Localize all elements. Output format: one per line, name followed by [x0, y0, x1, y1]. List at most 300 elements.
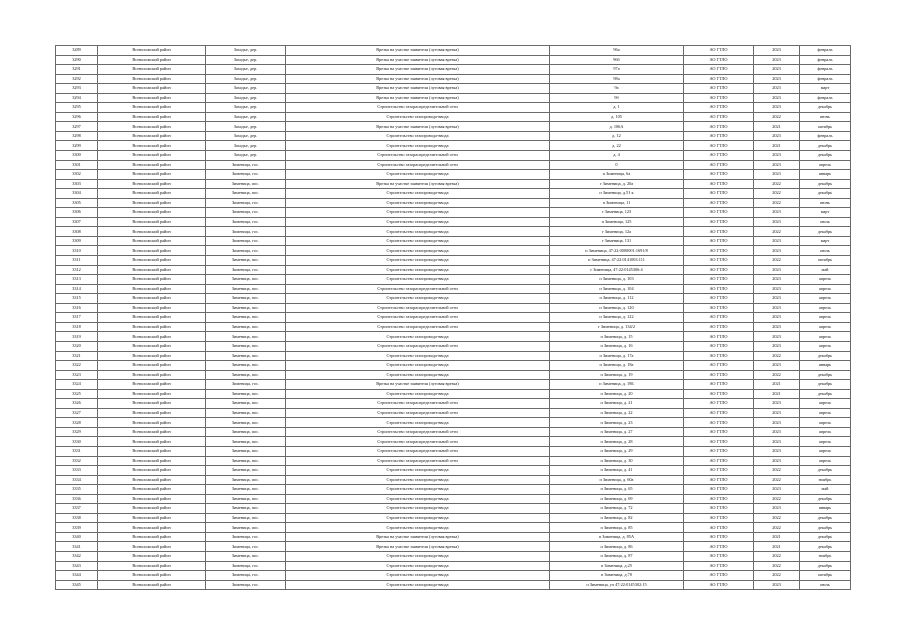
year-cell: 2023	[754, 275, 800, 285]
month-cell: март	[800, 208, 851, 218]
work-type-cell: Строительство газораспределительной сети	[286, 322, 550, 332]
address-cell: п Зименица, 47:22:0141003:111	[550, 256, 684, 266]
year-cell: 2022	[754, 351, 800, 361]
locality-cell: Зименица, гос.	[206, 561, 286, 571]
year-cell: 2023	[754, 151, 800, 161]
year-cell: 2023	[754, 131, 800, 141]
month-cell: декабрь	[800, 351, 851, 361]
month-cell: декабрь	[800, 103, 851, 113]
table-row	[56, 170, 851, 180]
month-cell: апрель	[800, 313, 851, 323]
district-cell: Всеволожский район	[98, 160, 206, 170]
organization-cell: АО ГТЛО	[684, 303, 754, 313]
locality-cell: Зименица, пос.	[206, 485, 286, 495]
locality-cell: Зименица, пос.	[206, 408, 286, 418]
work-type-cell: Строительство газопровода-ввода	[286, 256, 550, 266]
address-cell: 97а	[550, 65, 684, 75]
address-cell: п Зименица, д. 122	[550, 313, 684, 323]
year-cell: 2022	[754, 513, 800, 523]
year-cell: 2021	[754, 141, 800, 151]
month-cell: апрель	[800, 160, 851, 170]
year-cell: 2023	[754, 456, 800, 466]
address-cell: г Зименица, д. 20а	[550, 179, 684, 189]
work-type-cell: Строительство газопровода-ввода	[286, 265, 550, 275]
table-row	[56, 466, 851, 476]
locality-cell: Зименица, пос.	[206, 303, 286, 313]
year-cell: 2022	[754, 551, 800, 561]
month-cell: апрель	[800, 418, 851, 428]
row-number-cell: 3306	[56, 208, 98, 218]
row-number-cell: 3289	[56, 46, 98, 56]
table-row	[56, 361, 851, 371]
month-cell: декабрь	[800, 523, 851, 533]
row-number-cell: 3305	[56, 198, 98, 208]
table-row	[56, 313, 851, 323]
address-cell: п Зименица, д. 20	[550, 389, 684, 399]
address-cell: п Зименица, д. 16	[550, 341, 684, 351]
row-number-cell: 3344	[56, 571, 98, 581]
organization-cell: АО ГТЛО	[684, 198, 754, 208]
table-row	[56, 265, 851, 275]
table-row	[56, 74, 851, 84]
year-cell: 2022	[754, 179, 800, 189]
locality-cell: Зименица, пос.	[206, 361, 286, 371]
table-row	[56, 427, 851, 437]
month-cell: декабрь	[800, 227, 851, 237]
district-cell: Всеволожский район	[98, 284, 206, 294]
organization-cell: АО ГТЛО	[684, 561, 754, 571]
year-cell: 2023	[754, 418, 800, 428]
address-cell: 96б	[550, 55, 684, 65]
organization-cell: АО ГТЛО	[684, 65, 754, 75]
year-cell: 2023	[754, 93, 800, 103]
locality-cell: Зименица, пос.	[206, 341, 286, 351]
address-cell: п Зименица, д. 65	[550, 485, 684, 495]
table-row	[56, 246, 851, 256]
district-cell: Всеволожский район	[98, 246, 206, 256]
month-cell: декабрь	[800, 542, 851, 552]
table-row	[56, 504, 851, 514]
month-cell: декабрь	[800, 141, 851, 151]
address-cell: п Зименица, д.70	[550, 571, 684, 581]
address-cell: п Зименица, д. 21	[550, 399, 684, 409]
address-cell: 96а	[550, 46, 684, 56]
row-number-cell: 3295	[56, 103, 98, 113]
locality-cell: Зименица, гос.	[206, 198, 286, 208]
address-cell: г Зименица, 123	[550, 208, 684, 218]
address-cell: п Зименица, д. 86	[550, 542, 684, 552]
district-cell: Всеволожский район	[98, 179, 206, 189]
year-cell: 2023	[754, 84, 800, 94]
year-cell: 2021	[754, 532, 800, 542]
district-cell: Всеволожский район	[98, 580, 206, 590]
work-type-cell: Строительство газораспределительной сети	[286, 399, 550, 409]
address-cell: п Зименица, д. 60а	[550, 475, 684, 485]
table-row	[56, 227, 851, 237]
month-cell: декабрь	[800, 370, 851, 380]
district-cell: Всеволожский район	[98, 275, 206, 285]
work-type-cell: Врезка на участке заявителя (луговая врезка)	[286, 179, 550, 189]
month-cell: май	[800, 265, 851, 275]
month-cell: апрель	[800, 303, 851, 313]
table-row	[56, 370, 851, 380]
month-cell: декабрь	[800, 179, 851, 189]
locality-cell: Заходье, дер.	[206, 84, 286, 94]
district-cell: Всеволожский район	[98, 380, 206, 390]
year-cell: 2023	[754, 341, 800, 351]
locality-cell: Зименица, пос.	[206, 523, 286, 533]
year-cell: 2023	[754, 313, 800, 323]
month-cell: апрель	[800, 294, 851, 304]
organization-cell: АО ГТЛО	[684, 475, 754, 485]
district-cell: Всеволожский район	[98, 504, 206, 514]
row-number-cell: 3341	[56, 542, 98, 552]
row-number-cell: 3343	[56, 561, 98, 571]
work-type-cell: Строительство газораспределительной сети	[286, 427, 550, 437]
district-cell: Всеволожский район	[98, 427, 206, 437]
address-cell: п Зименица, д. 85А	[550, 532, 684, 542]
year-cell: 2022	[754, 523, 800, 533]
district-cell: Всеволожский район	[98, 551, 206, 561]
year-cell: 2023	[754, 504, 800, 514]
month-cell: апрель	[800, 341, 851, 351]
work-type-cell: Строительство газопровода-ввода	[286, 418, 550, 428]
row-number-cell: 3313	[56, 275, 98, 285]
district-cell: Всеволожский район	[98, 446, 206, 456]
work-type-cell: Врезка на участке заявителя (луговая врезка)	[286, 65, 550, 75]
district-cell: Всеволожский район	[98, 103, 206, 113]
month-cell: апрель	[800, 427, 851, 437]
row-number-cell: 3308	[56, 227, 98, 237]
address-cell: п Зименица, д. 112	[550, 294, 684, 304]
organization-cell: АО ГТЛО	[684, 523, 754, 533]
month-cell: март	[800, 84, 851, 94]
year-cell: 2023	[754, 580, 800, 590]
district-cell: Всеволожский район	[98, 475, 206, 485]
address-cell: д. 12	[550, 131, 684, 141]
year-cell: 2022	[754, 561, 800, 571]
district-cell: Всеволожский район	[98, 112, 206, 122]
organization-cell: АО ГТЛО	[684, 84, 754, 94]
work-type-cell: Врезка на участке заявителя (луговая врезка)	[286, 532, 550, 542]
month-cell: июнь	[800, 112, 851, 122]
row-number-cell: 3335	[56, 485, 98, 495]
locality-cell: Зименица, гос.	[206, 236, 286, 246]
month-cell: февраль	[800, 131, 851, 141]
work-type-cell: Строительство газопровода-ввода	[286, 485, 550, 495]
work-type-cell: Строительство газопровода-ввода	[286, 361, 550, 371]
address-cell: 98а	[550, 74, 684, 84]
organization-cell: АО ГТЛО	[684, 151, 754, 161]
locality-cell: Заходье, дер.	[206, 122, 286, 132]
month-cell: июнь	[800, 198, 851, 208]
table-row	[56, 322, 851, 332]
address-cell: п Зименица, 125	[550, 217, 684, 227]
work-type-cell: Строительство газопровода-ввода	[286, 170, 550, 180]
table-row	[56, 275, 851, 285]
work-type-cell: Строительство газораспределительной сети	[286, 284, 550, 294]
organization-cell: АО ГТЛО	[684, 227, 754, 237]
district-cell: Всеволожский район	[98, 74, 206, 84]
year-cell: 2023	[754, 208, 800, 218]
row-number-cell: 3316	[56, 303, 98, 313]
organization-cell: АО ГТЛО	[684, 74, 754, 84]
address-cell: п Зименица, д. 82	[550, 513, 684, 523]
month-cell: декабрь	[800, 532, 851, 542]
organization-cell: АО ГТЛО	[684, 265, 754, 275]
district-cell: Всеволожский район	[98, 131, 206, 141]
district-cell: Всеволожский район	[98, 189, 206, 199]
year-cell: 2022	[754, 227, 800, 237]
district-cell: Всеволожский район	[98, 84, 206, 94]
locality-cell: Зименица, гос.	[206, 160, 286, 170]
district-cell: Всеволожский район	[98, 198, 206, 208]
year-cell: 2022	[754, 571, 800, 581]
row-number-cell: 3322	[56, 361, 98, 371]
organization-cell: АО ГТЛО	[684, 93, 754, 103]
district-cell: Всеволожский район	[98, 399, 206, 409]
year-cell: 2021	[754, 380, 800, 390]
district-cell: Всеволожский район	[98, 313, 206, 323]
address-cell: п Зименица, уч 47:22:0145302:15	[550, 580, 684, 590]
row-number-cell: 3320	[56, 341, 98, 351]
locality-cell: Зименица, пос.	[206, 466, 286, 476]
work-type-cell: Строительство газопровода-ввода	[286, 217, 550, 227]
month-cell: январь	[800, 361, 851, 371]
work-type-cell: Строительство газораспределительной сети	[286, 151, 550, 161]
work-type-cell: Строительство газопровода-ввода	[286, 227, 550, 237]
address-cell: п Зименица, д. 17а	[550, 351, 684, 361]
year-cell: 2023	[754, 217, 800, 227]
table-row	[56, 189, 851, 199]
locality-cell: Зименица, пос.	[206, 389, 286, 399]
month-cell: январь	[800, 170, 851, 180]
row-number-cell: 3330	[56, 437, 98, 447]
address-cell: п Зименица, д. 19Б	[550, 380, 684, 390]
row-number-cell: 3299	[56, 141, 98, 151]
work-type-cell: Строительство газопровода-ввода	[286, 189, 550, 199]
month-cell: апрель	[800, 399, 851, 409]
month-cell: апрель	[800, 332, 851, 342]
locality-cell: Зименица, пос.	[206, 322, 286, 332]
row-number-cell: 3329	[56, 427, 98, 437]
row-number-cell: 3321	[56, 351, 98, 361]
district-cell: Всеволожский район	[98, 236, 206, 246]
address-cell: г Зименица, 12а	[550, 227, 684, 237]
year-cell: 2021	[754, 542, 800, 552]
address-cell: п Зименица, д. 104	[550, 284, 684, 294]
locality-cell: Зименица, пос.	[206, 494, 286, 504]
organization-cell: АО ГТЛО	[684, 408, 754, 418]
locality-cell: Заходье, дер.	[206, 74, 286, 84]
spreadsheet-page	[55, 45, 850, 590]
locality-cell: Заходье, дер.	[206, 112, 286, 122]
organization-cell: АО ГТЛО	[684, 160, 754, 170]
locality-cell: Зименица, пос.	[206, 513, 286, 523]
table-row	[56, 179, 851, 189]
organization-cell: АО ГТЛО	[684, 446, 754, 456]
locality-cell: Зименица, пос.	[206, 446, 286, 456]
row-number-cell: 3324	[56, 380, 98, 390]
table-row	[56, 580, 851, 590]
work-type-cell: Строительство газопровода-ввода	[286, 580, 550, 590]
organization-cell: АО ГТЛО	[684, 380, 754, 390]
data-table	[55, 45, 851, 590]
table-row	[56, 303, 851, 313]
table-row	[56, 523, 851, 533]
row-number-cell: 3309	[56, 236, 98, 246]
year-cell: 2021	[754, 122, 800, 132]
address-cell: п Зименица, д. 22	[550, 408, 684, 418]
locality-cell: Зименица, гос.	[206, 208, 286, 218]
month-cell: апрель	[800, 446, 851, 456]
locality-cell: Заходье, дер.	[206, 141, 286, 151]
work-type-cell: Строительство газораспределительной сети	[286, 103, 550, 113]
table-row	[56, 418, 851, 428]
address-cell: г Зименица, 47:22:0145306:4	[550, 265, 684, 275]
work-type-cell: Строительство газопровода-ввода	[286, 351, 550, 361]
work-type-cell: Строительство газопровода-ввода	[286, 275, 550, 285]
district-cell: Всеволожский район	[98, 418, 206, 428]
organization-cell: АО ГТЛО	[684, 361, 754, 371]
work-type-cell: Строительство газопровода-ввода	[286, 141, 550, 151]
month-cell: апрель	[800, 275, 851, 285]
work-type-cell: Строительство газопровода-ввода	[286, 504, 550, 514]
work-type-cell: Врезка на участке заявителя (луговая врезка)	[286, 380, 550, 390]
year-cell: 2023	[754, 485, 800, 495]
year-cell: 2022	[754, 256, 800, 266]
organization-cell: АО ГТЛО	[684, 103, 754, 113]
organization-cell: АО ГТЛО	[684, 294, 754, 304]
organization-cell: АО ГТЛО	[684, 427, 754, 437]
month-cell: апрель	[800, 456, 851, 466]
address-cell: п Зименица, д. 29	[550, 446, 684, 456]
table-row	[56, 341, 851, 351]
table-row	[56, 236, 851, 246]
locality-cell: Зименица, пос.	[206, 437, 286, 447]
table-row	[56, 551, 851, 561]
table-row	[56, 93, 851, 103]
locality-cell: Зименица, пос.	[206, 313, 286, 323]
table-row	[56, 561, 851, 571]
table-row	[56, 485, 851, 495]
organization-cell: АО ГТЛО	[684, 332, 754, 342]
address-cell: д. 105	[550, 112, 684, 122]
month-cell: февраль	[800, 65, 851, 75]
address-cell: 9а	[550, 84, 684, 94]
locality-cell: Зименица, пос.	[206, 551, 286, 561]
table-row	[56, 294, 851, 304]
address-cell: 0	[550, 160, 684, 170]
month-cell: декабрь	[800, 389, 851, 399]
month-cell: апрель	[800, 408, 851, 418]
address-cell: п Зименица, д. 23	[550, 418, 684, 428]
row-number-cell: 3310	[56, 246, 98, 256]
work-type-cell: Строительство газопровода-ввода	[286, 198, 550, 208]
district-cell: Всеволожский район	[98, 341, 206, 351]
district-cell: Всеволожский район	[98, 170, 206, 180]
work-type-cell: Строительство газораспределительной сети	[286, 456, 550, 466]
locality-cell: Зименица, гос.	[206, 580, 286, 590]
table-row	[56, 141, 851, 151]
district-cell: Всеволожский район	[98, 408, 206, 418]
organization-cell: АО ГТЛО	[684, 485, 754, 495]
month-cell: март	[800, 236, 851, 246]
district-cell: Всеволожский район	[98, 141, 206, 151]
locality-cell: Зименица, гос.	[206, 571, 286, 581]
locality-cell: Зименица, гос.	[206, 542, 286, 552]
month-cell: апрель	[800, 322, 851, 332]
work-type-cell: Строительство газопровода-ввода	[286, 561, 550, 571]
locality-cell: Зименица, пос.	[206, 456, 286, 466]
month-cell: апрель	[800, 284, 851, 294]
month-cell: июль	[800, 246, 851, 256]
table-row	[56, 456, 851, 466]
row-number-cell: 3317	[56, 313, 98, 323]
work-type-cell: Врезка на участке заявителя (луговая врезка)	[286, 542, 550, 552]
district-cell: Всеволожский район	[98, 466, 206, 476]
address-cell: г Зименица, 131	[550, 236, 684, 246]
work-type-cell: Строительство газопровода-ввода	[286, 236, 550, 246]
year-cell: 2023	[754, 284, 800, 294]
table-row	[56, 446, 851, 456]
district-cell: Всеволожский район	[98, 332, 206, 342]
organization-cell: АО ГТЛО	[684, 370, 754, 380]
table-row	[56, 571, 851, 581]
year-cell: 2022	[754, 112, 800, 122]
organization-cell: АО ГТЛО	[684, 456, 754, 466]
district-cell: Всеволожский район	[98, 513, 206, 523]
year-cell: 2022	[754, 466, 800, 476]
year-cell: 2021	[754, 389, 800, 399]
row-number-cell: 3331	[56, 446, 98, 456]
work-type-cell: Строительство газопровода-ввода	[286, 370, 550, 380]
month-cell: декабрь	[800, 466, 851, 476]
organization-cell: АО ГТЛО	[684, 170, 754, 180]
address-cell: д. 4	[550, 151, 684, 161]
address-cell: п Зименица, 6а	[550, 170, 684, 180]
row-number-cell: 3292	[56, 74, 98, 84]
address-cell: п Зименица, 11	[550, 198, 684, 208]
locality-cell: Зименица, пос.	[206, 179, 286, 189]
year-cell: 2023	[754, 246, 800, 256]
row-number-cell: 3304	[56, 189, 98, 199]
table-row	[56, 55, 851, 65]
month-cell: январь	[800, 504, 851, 514]
year-cell: 2023	[754, 322, 800, 332]
row-number-cell: 3314	[56, 284, 98, 294]
month-cell: ноябрь	[800, 475, 851, 485]
row-number-cell: 3328	[56, 418, 98, 428]
year-cell: 2023	[754, 103, 800, 113]
table-row	[56, 84, 851, 94]
district-cell: Всеволожский район	[98, 571, 206, 581]
table-row	[56, 513, 851, 523]
locality-cell: Заходье, дер.	[206, 46, 286, 56]
organization-cell: АО ГТЛО	[684, 217, 754, 227]
district-cell: Всеволожский район	[98, 65, 206, 75]
locality-cell: Заходье, дер.	[206, 131, 286, 141]
row-number-cell: 3312	[56, 265, 98, 275]
table-row	[56, 475, 851, 485]
row-number-cell: 3311	[56, 256, 98, 266]
work-type-cell: Строительство газопровода-ввода	[286, 571, 550, 581]
organization-cell: АО ГТЛО	[684, 46, 754, 56]
address-cell: д. 1	[550, 103, 684, 113]
table-row	[56, 217, 851, 227]
work-type-cell: Строительство газопровода-ввода	[286, 208, 550, 218]
district-cell: Всеволожский район	[98, 93, 206, 103]
